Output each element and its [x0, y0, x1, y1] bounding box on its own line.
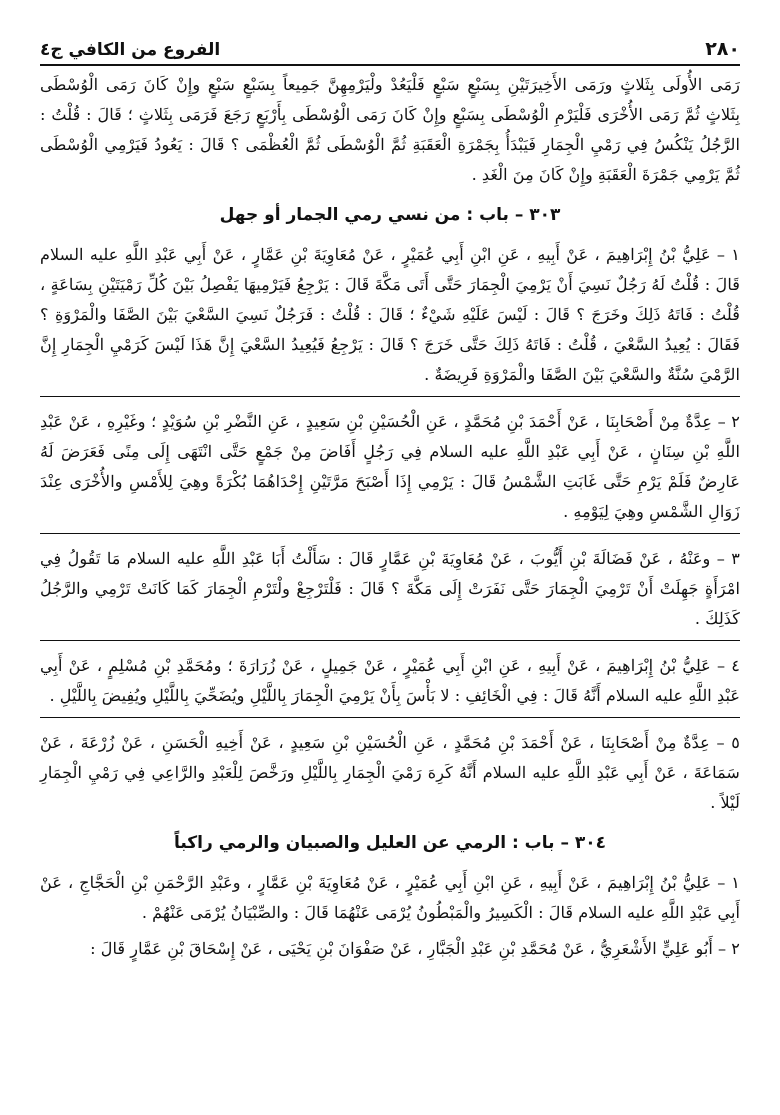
hadith-1: ١ – عَلِيُّ بْنُ إِبْرَاهِيمَ ، عَنْ أَبِيهِ ، عَنِ ابْنِ أَبِي عُمَيْرٍ ، عَنْ مُعَاوِيَةَ بْنِ عَمَّارٍ ، عَنْ أَبِي عَبْدِ اللَّهِ عليه السلام قَالَ : قُلْتُ لَهُ رَجُلٌ نَسِيَ أَنْ يَرْمِيَ الْجِمَارَ حَتَّى أَتَى مَكَّةَ قَالَ : يَرْجِعُ فَيَرْمِيهَا يَفْصِلُ بَيْنَ كُلِّ رَمْيَتَيْنِ بِسَاعَةٍ ، قُلْتُ : فَاتَهُ ذَلِكَ وخَرَجَ ؟ قَالَ : لَيْسَ عَلَيْهِ شَيْءٌ ؛ قَالَ : قُلْتُ : فَرَجُلٌ نَسِيَ السَّعْيَ بَيْنَ الصَّفَا والْمَرْوَةِ ؟ فَقَالَ : يُعِيدُ السَّعْيَ ، قُلْتُ : فَاتَهُ ذَلِكَ حَتَّى خَرَجَ ؟ قَالَ : يَرْجِعُ فَيُعِيدُ السَّعْيَ إِنَّ هَذَا لَيْسَ كَرَمْيِ الْجِمَارِ إِنَّ الرَّمْيَ سُنَّةٌ والسَّعْيَ بَيْنَ الصَّفَا والْمَرْوَةِ فَرِيضَةٌ .	[40, 245, 740, 384]
hadith-2-chapter-304: ٢ – أَبُو عَلِيٍّ الأَشْعَرِيُّ ، عَنْ مُحَمَّدِ بْنِ عَبْدِ الْجَبَّارِ ، عَنْ صَفْوَانَ بْنِ يَحْيَى ، عَنْ إِسْحَاقَ بْنِ عَمَّارٍ قَالَ :	[90, 939, 740, 958]
divider-line	[40, 717, 740, 718]
divider-line	[40, 396, 740, 397]
running-title: الفروع من الكافي ج٤	[40, 40, 221, 60]
hadith-3: ٣ – وعَنْهُ ، عَنْ فَضَالَةَ بْنِ أَيُّوبَ ، عَنْ مُعَاوِيَةَ بْنِ عَمَّارٍ قَالَ : سَأَلْتُ أَبَا عَبْدِ اللَّهِ عليه السلام مَا تَقُولُ فِي امْرَأَةٍ جَهِلَتْ أَنْ تَرْمِيَ الْجِمَارَ حَتَّى نَفَرَتْ إِلَى مَكَّةَ ؟ قَالَ : فَلْتَرْجِعْ ولْتَرْمِ الْجِمَارَ كَمَا كَانَتْ تَرْمِي والرَّجُلُ كَذَلِكَ .	[40, 549, 740, 628]
page-header	[40, 30, 740, 66]
chapter-heading-304: ٣٠٤ – باب : الرمي عن العليل والصبيان والرمي راكباً	[173, 833, 607, 853]
hadith-4: ٤ – عَلِيُّ بْنُ إِبْرَاهِيمَ ، عَنْ أَبِيهِ ، عَنِ ابْنِ أَبِي عُمَيْرٍ ، عَنْ جَمِيلٍ ، عَنْ زُرَارَةَ ؛ ومُحَمَّدِ بْنِ مُسْلِمٍ ، عَنْ أَبِي عَبْدِ اللَّهِ عليه السلام أَنَّهُ قَالَ : فِي الْخَائِفِ : لا بَأْسَ بِأَنْ يَرْمِيَ الْجِمَارَ بِاللَّيْلِ ويُضَحِّيَ بِاللَّيْلِ ويُفِيضَ بِاللَّيْلِ .	[40, 656, 740, 705]
hadith-1-chapter-304: ١ – عَلِيُّ بْنُ إِبْرَاهِيمَ ، عَنْ أَبِيهِ ، عَنِ ابْنِ أَبِي عُمَيْرٍ ، عَنْ مُعَاوِيَةَ بْنِ عَمَّارٍ ، وعَبْدِ الرَّحْمَنِ بْنِ الْحَجَّاجِ ، عَنْ أَبِي عَبْدِ اللَّهِ عليه السلام قَالَ : الْكَسِيرُ والْمَبْطُونُ يُرْمَى عَنْهُمَا قَالَ : والصِّبْيَانُ يُرْمَى عَنْهُمْ .	[40, 873, 740, 922]
divider-line	[40, 533, 740, 534]
paragraph-continuation: رَمَى الأُولَى بِثَلاثٍ ورَمَى الأَخِيرَتَيْنِ بِسَبْعٍ سَبْعٍ فَلْيَعُدْ ولْيَرْمِهِنَّ جَمِيعاً بِسَبْعٍ سَبْعٍ وإِنْ كَانَ رَمَى الْوُسْطَى بِثَلاثٍ ثُمَّ رَمَى الأُخْرَى فَلْيَرْمِ الْوُسْطَى بِسَبْعٍ وإِنْ كَانَ رَمَى الْوُسْطَى بِأَرْبَعٍ رَجَعَ فَرَمَى بِثَلاثٍ ؛ قَالَ : قُلْتُ : الرَّجُلُ يَنْكُسُ فِي رَمْيِ الْجِمَارِ فَيَبْدَأُ بِجَمْرَةِ الْعَقَبَةِ ثُمَّ الْوُسْطَى ثُمَّ الْعُظْمَى ؟ قَالَ : يَعُودُ فَيَرْمِي الْوُسْطَى ثُمَّ يَرْمِي جَمْرَةَ الْعَقَبَةِ وإِنْ كَانَ مِنَ الْغَدِ .	[40, 75, 740, 184]
hadith-2: ٢ – عِدَّةٌ مِنْ أَصْحَابِنَا ، عَنْ أَحْمَدَ بْنِ مُحَمَّدٍ ، عَنِ الْحُسَيْنِ بْنِ سَعِيدٍ ، عَنِ النَّضْرِ بْنِ سُوَيْدٍ ؛ وغَيْرِهِ ، عَنْ عَبْدِ اللَّهِ بْنِ سِنَانٍ ، عَنْ أَبِي عَبْدِ اللَّهِ عليه السلام فِي رَجُلٍ أَفَاضَ مِنْ جَمْعٍ حَتَّى انْتَهَى إِلَى مِنًى فَعَرَضَ لَهُ عَارِضٌ فَلَمْ يَرْمِ حَتَّى غَابَتِ الشَّمْسُ قَالَ : يَرْمِي إِذَا أَصْبَحَ مَرَّتَيْنِ إِحْدَاهُمَا بُكْرَةً وهِيَ لِلأَمْسِ والأُخْرَى عِنْدَ زَوَالِ الشَّمْسِ وهِيَ لِيَوْمِهِ .	[40, 412, 740, 521]
divider-line	[40, 640, 740, 641]
hadith-5: ٥ – عِدَّةٌ مِنْ أَصْحَابِنَا ، عَنْ أَحْمَدَ بْنِ مُحَمَّدٍ ، عَنِ الْحُسَيْنِ بْنِ سَعِيدٍ ، عَنْ أَخِيهِ الْحَسَنِ ، عَنْ زُرْعَةَ ، عَنْ سَمَاعَةَ ، عَنْ أَبِي عَبْدِ اللَّهِ عليه السلام أَنَّهُ كَرِهَ رَمْيَ الْجِمَارِ بِاللَّيْلِ ورَخَّصَ لِلْعَبْدِ والرَّاعِي فِي رَمْيِ الْجِمَارِ لَيْلاً .	[40, 733, 740, 812]
page-body	[40, 70, 740, 1095]
page-number: ٢٨٠	[705, 38, 740, 60]
chapter-heading-303: ٣٠٣ – باب : من نسي رمي الجمار أو جهل	[219, 205, 561, 225]
